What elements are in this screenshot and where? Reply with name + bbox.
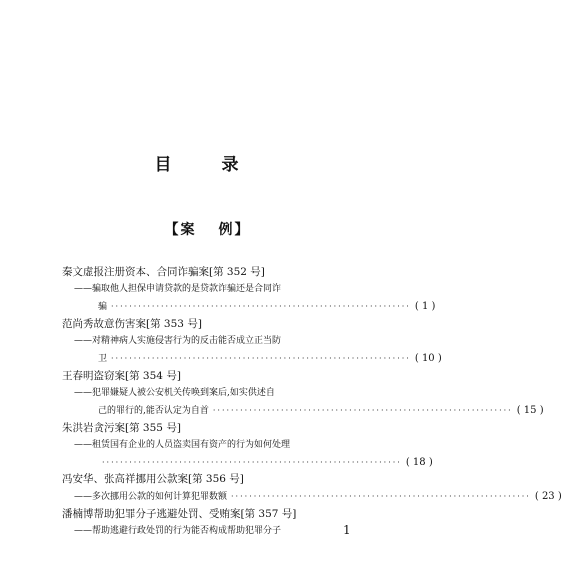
page-ref: ( 15 ) <box>516 405 544 416</box>
case-question-end: 骗 ·································································· ( 1 ) <box>62 298 362 316</box>
case-question-end: 己的罪行的,能否认定为自首 ·································································· ( 15 ) <box>62 402 362 420</box>
section-heading-right: 例】 <box>218 222 251 238</box>
case-title[interactable]: 王春明盗窃案[第 354 号] <box>62 370 181 382</box>
page-ref: ( 1 ) <box>414 301 436 312</box>
toc-list <box>62 264 562 540</box>
case-question: ——帮助逃避行政处罚的行为能否构成帮助犯罪分子 <box>74 526 282 536</box>
page-ref: ( 23 ) <box>534 491 562 502</box>
section-heading <box>0 219 415 239</box>
toc-entry[interactable] <box>62 368 544 420</box>
section-heading-left: 【案 <box>164 222 197 238</box>
case-question: ——对精神病人实施侵害行为的反击能否成立正当防 <box>74 336 282 346</box>
toc-entry[interactable] <box>62 506 362 540</box>
case-question: ——骗取他人担保申请贷款的是贷款诈骗还是合同诈 <box>74 284 282 294</box>
page-ref: ( 10 ) <box>414 353 442 364</box>
case-title[interactable]: 潘楠博帮助犯罪分子逃避处罚、受贿案[第 357 号] <box>62 508 297 520</box>
page-title: 目 录 <box>154 155 261 175</box>
page-number: 1 <box>343 523 351 537</box>
toc-entry[interactable] <box>62 264 436 316</box>
case-question: ——租赁国有企业的人员盗卖国有资产的行为如何处理 <box>74 440 291 450</box>
toc-entry[interactable] <box>62 420 433 471</box>
case-title[interactable]: 秦文虚报注册资本、合同诈骗案[第 352 号] <box>62 266 265 278</box>
case-question: ——犯罪嫌疑人被公安机关传唤到案后,如实供述自 <box>74 388 275 398</box>
case-question-end: ·································································· ( 18 ) <box>62 454 362 471</box>
case-question-end: 卫 ·································································· ( 10 ) <box>62 350 362 368</box>
case-title[interactable]: 朱洪岩贪污案[第 355 号] <box>62 422 181 434</box>
case-title[interactable]: 冯安华、张高祥挪用公款案[第 356 号] <box>62 473 244 485</box>
case-title[interactable]: 范尚秀故意伤害案[第 353 号] <box>62 318 202 330</box>
toc-entry[interactable] <box>62 471 562 506</box>
page-ref: ( 18 ) <box>405 457 433 468</box>
case-question: ——多次挪用公款的如何计算犯罪数额 ·································································· ( 23 ) <box>62 488 362 506</box>
toc-entry[interactable] <box>62 316 442 368</box>
